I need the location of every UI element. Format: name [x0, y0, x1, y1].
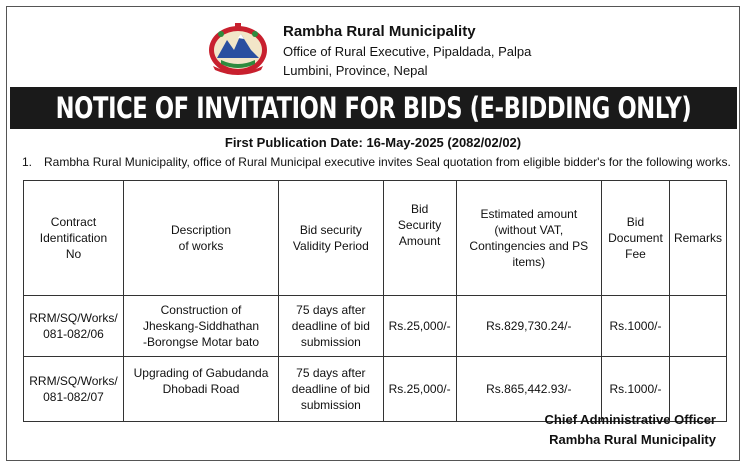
cell-validity: 75 days after deadline of bid submission [279, 296, 384, 357]
intro-number: 1. [22, 155, 33, 169]
header-validity: Bid security Validity Period [279, 181, 384, 296]
cell-description: Upgrading of Gabudanda Dhobadi Road [123, 357, 278, 422]
notice-title: NOTICE OF INVITATION FOR BIDS (E-BIDDING ONLY) [55, 91, 692, 125]
header-description: Description of works [123, 181, 278, 296]
header-document-fee: Bid Document Fee [602, 181, 670, 296]
cell-description: Construction of Jheskang-Siddhathan -Borongse Motar bato [123, 296, 278, 357]
cell-estimated-amount: Rs.865,442.93/- [456, 357, 601, 422]
cell-contract-id: RRM/SQ/Works/ 081-082/07 [24, 357, 124, 422]
cell-estimated-amount: Rs.829,730.24/- [456, 296, 601, 357]
header-contract-id: Contract Identification No [24, 181, 124, 296]
office-location: Lumbini, Province, Nepal [283, 63, 428, 78]
notice-title-banner [10, 87, 737, 129]
header [0, 12, 746, 84]
cell-contract-id: RRM/SQ/Works/ 081-082/06 [24, 296, 124, 357]
cell-validity: 75 days after deadline of bid submission [279, 357, 384, 422]
intro-text: Rambha Rural Municipality, office of Rural Municipal executive invites Seal quotation from eligible bidder's for the following works. [44, 155, 731, 169]
signatory-title: Chief Administrative Officer [544, 412, 716, 427]
table-header-row [24, 181, 727, 296]
signatory-org: Rambha Rural Municipality [549, 432, 716, 447]
cell-document-fee: Rs.1000/- [602, 296, 670, 357]
cell-remarks [669, 296, 726, 357]
cell-security-amount: Rs.25,000/- [383, 357, 456, 422]
header-security-amount: Bid Security Amount [383, 181, 456, 296]
office-name: Office of Rural Executive, Pipaldada, Palpa [283, 44, 532, 59]
works-table [23, 180, 727, 422]
organization-name: Rambha Rural Municipality [283, 23, 476, 40]
nepal-emblem-icon [207, 20, 269, 76]
cell-security-amount: Rs.25,000/- [383, 296, 456, 357]
intro-paragraph [22, 155, 736, 169]
signature-block [545, 410, 716, 450]
header-estimated-amount: Estimated amount (without VAT, Contingencies and PS items) [456, 181, 601, 296]
organization-block [283, 22, 531, 80]
table-row [24, 296, 727, 357]
publication-date: First Publication Date: 16-May-2025 (2082/02/02) [224, 135, 522, 150]
header-remarks: Remarks [669, 181, 726, 296]
cell-document-fee: Rs.1000/- [602, 357, 670, 422]
